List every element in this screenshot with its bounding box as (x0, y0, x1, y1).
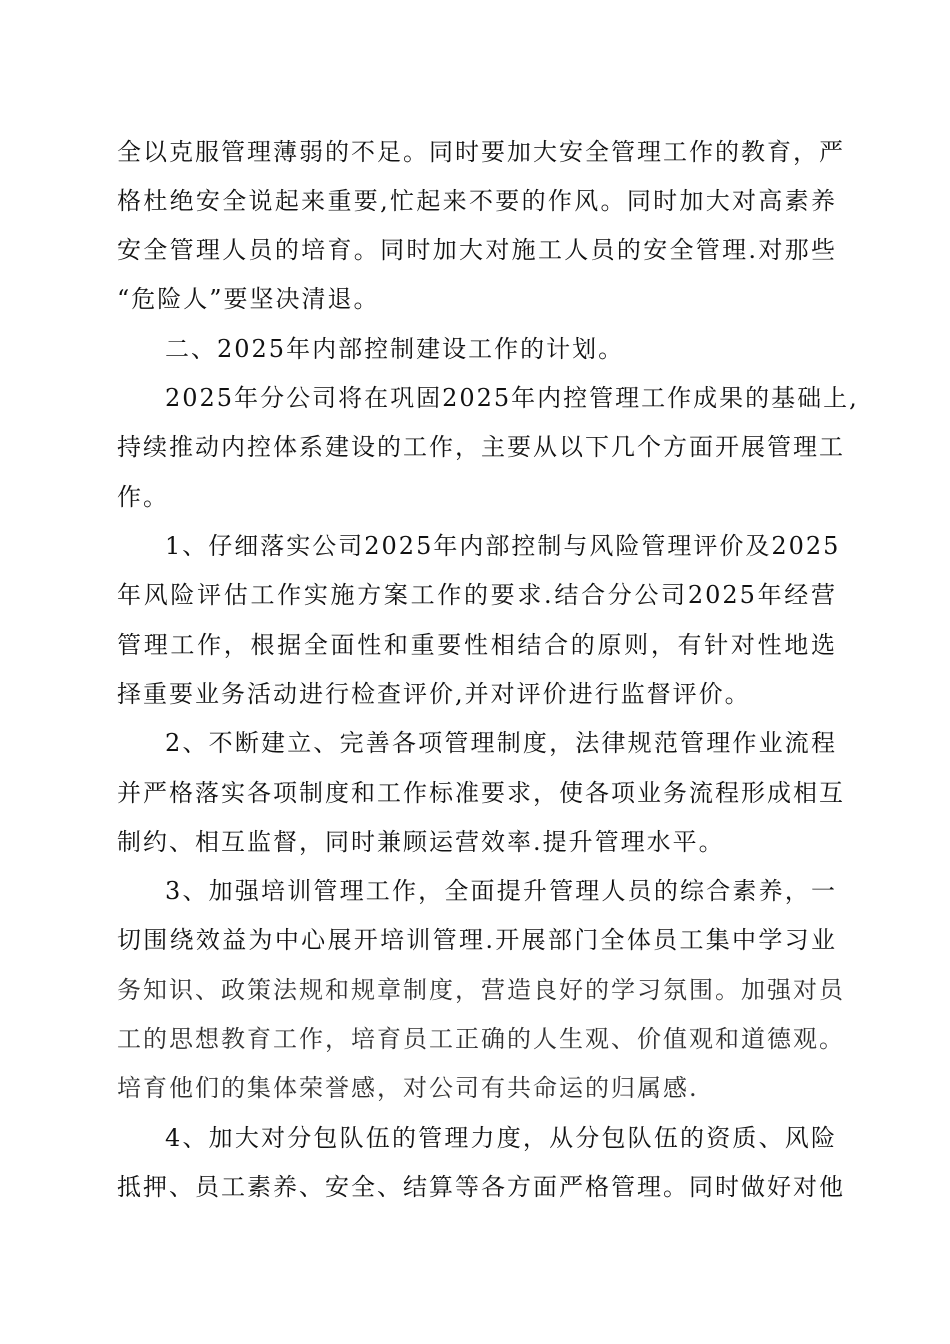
paragraph-line: 作。 (117, 483, 169, 511)
paragraph-line: “危险人”要坚决清退。 (117, 285, 380, 313)
paragraph-line: 并严格落实各项制度和工作标准要求，使各项业务流程形成相互 (117, 779, 845, 807)
section-heading: 二、2025年内部控制建设工作的计划。 (165, 335, 625, 363)
paragraph-line: 全以克服管理薄弱的不足。同时要加大安全管理工作的教育，严 (117, 138, 845, 166)
paragraph-line: 年风险评估工作实施方案工作的要求.结合分公司2025年经营 (117, 581, 837, 609)
paragraph-line: 安全管理人员的培育。同时加大对施工人员的安全管理.对那些 (117, 236, 837, 264)
paragraph-line: 抵押、员工素养、安全、结算等各方面严格管理。同时做好对他 (117, 1173, 845, 1201)
paragraph-line: 4、加大对分包队伍的管理力度，从分包队伍的资质、风险 (165, 1124, 837, 1152)
paragraph-line: 工的思想教育工作，培育员工正确的人生观、价值观和道德观。 (117, 1025, 845, 1053)
paragraph-line: 择重要业务活动进行检查评价,并对评价进行监督评价。 (117, 680, 751, 708)
document-page (117, 126, 859, 1246)
paragraph-line: 务知识、政策法规和规章制度，营造良好的学习氛围。加强对员 (117, 976, 845, 1004)
paragraph-line: 2、不断建立、完善各项管理制度，法律规范管理作业流程 (165, 729, 837, 757)
paragraph-line: 持续推动内控体系建设的工作，主要从以下几个方面开展管理工 (117, 433, 845, 461)
paragraph-line: 2025年分公司将在巩固2025年内控管理工作成果的基础上, (165, 384, 859, 412)
paragraph-line: 管理工作，根据全面性和重要性相结合的原则，有针对性地选 (117, 631, 837, 659)
paragraph-line: 3、加强培训管理工作，全面提升管理人员的综合素养，一 (165, 877, 837, 905)
paragraph-line: 格杜绝安全说起来重要,忙起来不要的作风。同时加大对高素养 (117, 187, 837, 215)
paragraph-line: 制约、相互监督，同时兼顾运营效率.提升管理水平。 (117, 828, 725, 856)
paragraph-line: 切围绕效益为中心展开培训管理.开展部门全体员工集中学习业 (117, 926, 837, 954)
paragraph-line: 培育他们的集体荣誉感，对公司有共命运的归属感. (117, 1074, 699, 1102)
paragraph-line: 1、仔细落实公司2025年内部控制与风险管理评价及2025 (165, 532, 841, 560)
